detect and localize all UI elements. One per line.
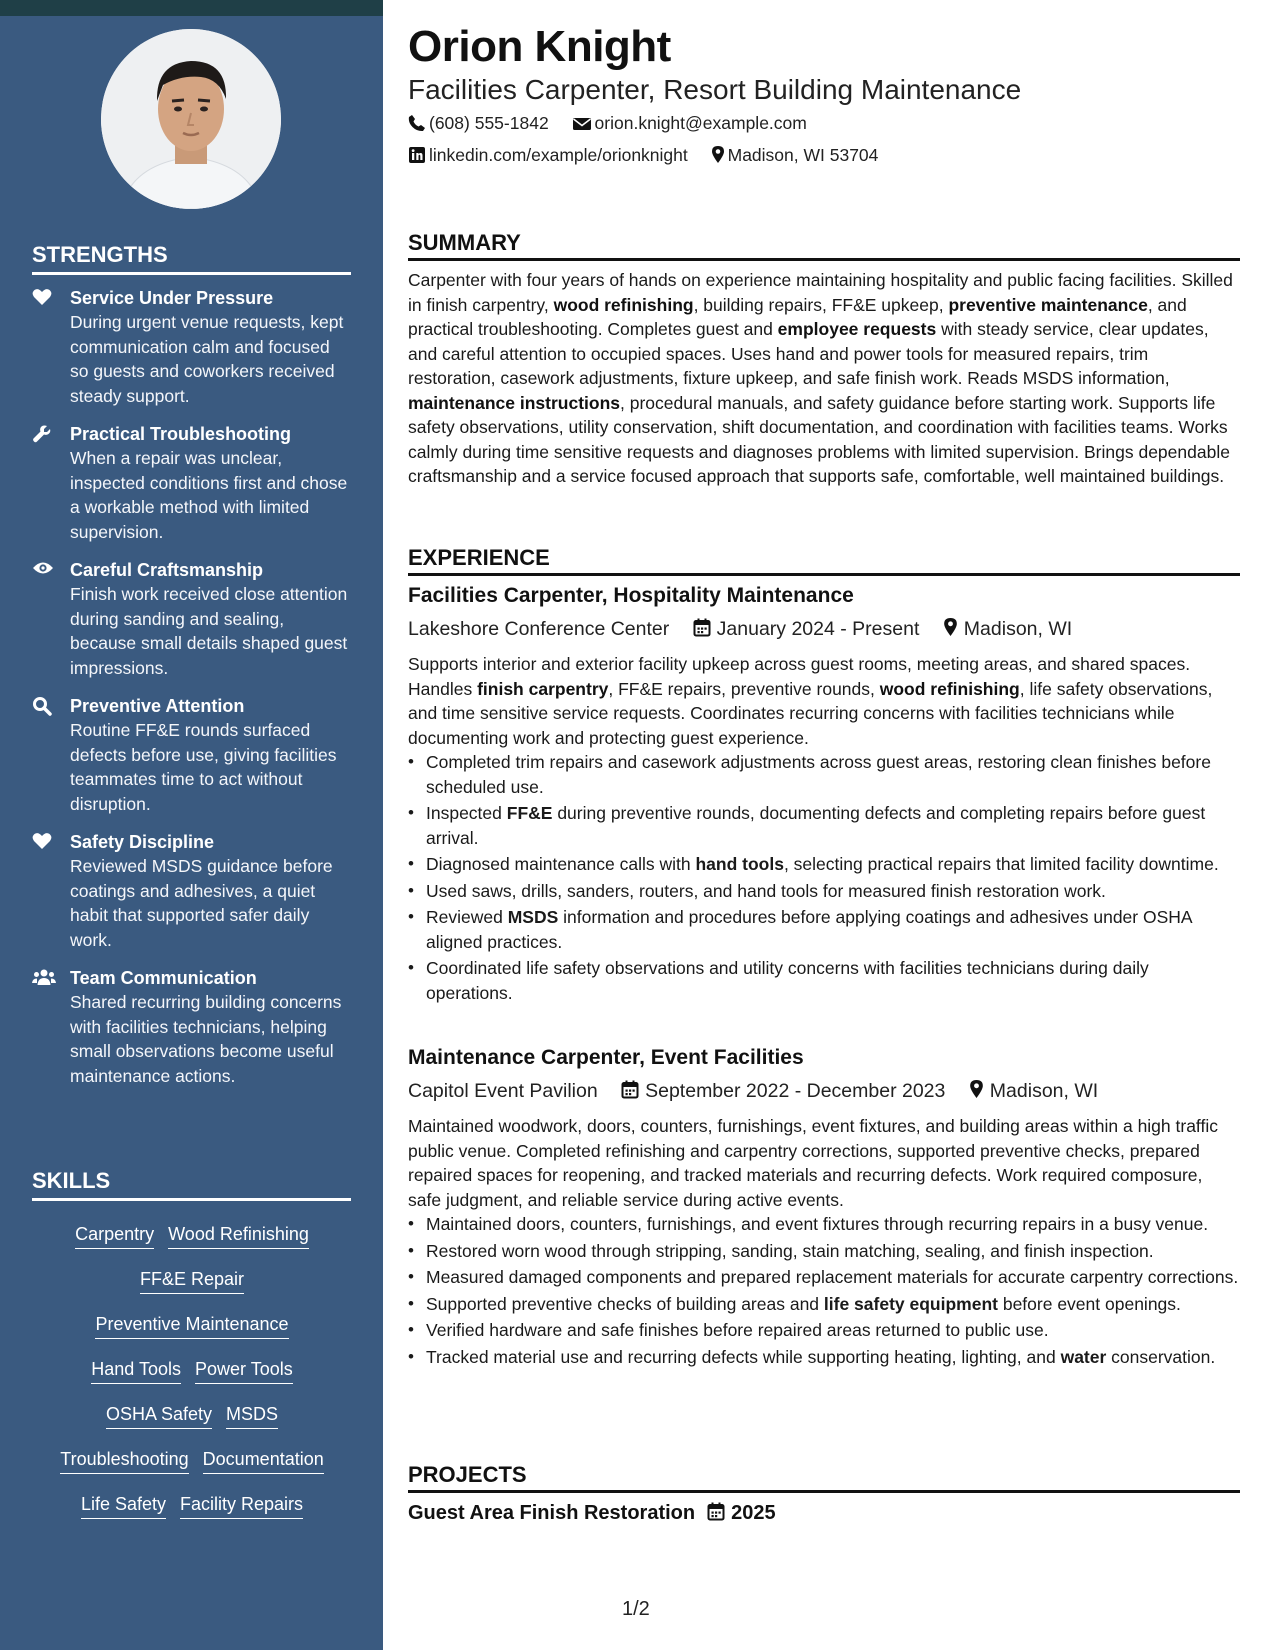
- phone-icon: [408, 114, 426, 132]
- strength-item: [32, 558, 352, 680]
- strength-title: Team Communication: [70, 968, 257, 988]
- users-icon: [32, 968, 54, 988]
- job-bullet: • Inspected FF&E during preventive rounds, documenting defects and completing repairs before guest arrival.: [408, 801, 1240, 850]
- job-dates: January 2024 - Present: [693, 618, 920, 641]
- job-location: Madison, WI: [943, 617, 1072, 641]
- location-text: Madison, WI 53704: [727, 145, 879, 165]
- heart-icon: [32, 288, 54, 308]
- experience-title: EXPERIENCE: [408, 545, 1240, 576]
- job-bullet: • Supported preventive checks of building areas and life safety equipment before event openings.: [408, 1292, 1240, 1317]
- contact-email[interactable]: [572, 113, 807, 134]
- strength-title: Safety Discipline: [70, 832, 215, 852]
- job-bullet: • Reviewed MSDS information and procedures before applying coatings and adhesives under OSHA aligned practices.: [408, 905, 1240, 954]
- job-meta: [408, 617, 1090, 641]
- map-pin-icon: [711, 145, 725, 164]
- job-bullet: • Coordinated life safety observations and utility concerns with facilities technicians during daily operations.: [408, 956, 1240, 1005]
- strength-title: Practical Troubleshooting: [70, 424, 292, 444]
- email-text: orion.knight@example.com: [594, 113, 807, 133]
- map-pin-icon: [969, 1079, 984, 1099]
- job-bullet: • Verified hardware and safe finishes before repaired areas returned to public use.: [408, 1318, 1240, 1343]
- project-year: 2025: [731, 1502, 776, 1524]
- job-location: Madison, WI: [969, 1079, 1098, 1103]
- eye-icon: [32, 560, 54, 580]
- strength-desc: Routine FF&E rounds surfaced defects before use, giving facilities teammates time to act without disruption.: [70, 720, 337, 814]
- job-bullet: • Restored worn wood through stripping, sanding, stain matching, sealing, and finish inspection.: [408, 1239, 1240, 1264]
- skill-row: [32, 1312, 352, 1357]
- sidebar: [0, 16, 383, 1650]
- skill-tag: OSHA Safety: [106, 1402, 212, 1429]
- skill-row: [32, 1402, 352, 1447]
- candidate-headline: Facilities Carpenter, Resort Building Maintenance: [408, 74, 1022, 105]
- job-dates: September 2022 - December 2023: [621, 1080, 945, 1103]
- calendar-icon: [707, 1502, 725, 1521]
- strength-desc: Shared recurring building concerns with facilities technicians, helping small observations become useful maintenance actions.: [70, 992, 342, 1086]
- contact-row: [408, 145, 896, 166]
- contact-location: [711, 145, 879, 166]
- strength-desc: Finish work received close attention during sanding and sealing, because small details shaped guest impressions.: [70, 584, 348, 678]
- job-title: Facilities Carpenter, Hospitality Maintenance: [408, 584, 854, 607]
- job-bullet: • Tracked material use and recurring defects while supporting heating, lighting, and water conservation.: [408, 1345, 1240, 1370]
- summary-text: Carpenter with four years of hands on experience maintaining hospitality and public facing facilities. Skilled in finish carpentry, wood refinishing, building repairs, FF&E upkeep, preventive maintenance, and practical troubleshooting. Completes guest and employee requests with steady service, clear updates, and careful attention to occupied spaces. Uses hand and power tools for measured repairs, trim restoration, casework adjustments, fixture upkeep, and safe finish work. Reads MSDS information, maintenance instructions, procedural manuals, and safety guidance before starting work. Supports life safety observations, utility conservation, shift documentation, and coordination with facilities teams. Works calmly during time sensitive requests and diagnoses problems with limited supervision. Brings dependable craftsmanship and a service focused approach that supports safe, comfortable, well maintained buildings.: [408, 270, 1233, 486]
- wrench-icon: [32, 424, 54, 444]
- strength-desc: During urgent venue requests, kept communication calm and focused so guests and coworkers received steady support.: [70, 312, 344, 406]
- strengths-list: [32, 286, 352, 1102]
- phone-text: (608) 555-1842: [429, 113, 549, 133]
- top-accent-bar: [0, 0, 383, 16]
- skill-tag: Facility Repairs: [180, 1492, 303, 1519]
- project-title: Guest Area Finish Restoration: [408, 1502, 696, 1524]
- calendar-icon: [621, 1080, 639, 1099]
- skill-tag: Hand Tools: [91, 1357, 181, 1384]
- strength-title: Service Under Pressure: [70, 288, 274, 308]
- skill-tag: Documentation: [203, 1447, 324, 1474]
- skill-tag: Carpentry: [75, 1222, 154, 1249]
- strength-item: [32, 694, 352, 816]
- linkedin-text: linkedin.com/example/orionknight: [429, 145, 688, 165]
- strength-desc: When a repair was unclear, inspected conditions first and chose a workable method with limited supervision.: [70, 448, 348, 542]
- summary-title: SUMMARY: [408, 230, 1240, 261]
- map-pin-icon: [943, 617, 958, 637]
- job-bullet: • Maintained doors, counters, furnishings, and event fixtures through recurring repairs in a busy venue.: [408, 1212, 1240, 1237]
- job-bullet: • Measured damaged components and prepared replacement materials for accurate carpentry corrections.: [408, 1265, 1240, 1290]
- job-bullet: • Completed trim repairs and casework adjustments across guest areas, restoring clean finishes before scheduled use.: [408, 750, 1240, 799]
- skill-row: [32, 1447, 352, 1492]
- contact-linkedin[interactable]: [408, 145, 688, 166]
- job-bullet: • Used saws, drills, sanders, routers, and hand tools for measured finish restoration work.: [408, 879, 1240, 904]
- skill-tag: Preventive Maintenance: [95, 1312, 288, 1339]
- project-item: [408, 1502, 776, 1525]
- job-bullets: [408, 1212, 1240, 1371]
- skills-title: SKILLS: [32, 1168, 351, 1201]
- page-number: 1/2: [622, 1598, 650, 1620]
- heart-icon: [32, 832, 54, 852]
- avatar: [101, 29, 281, 209]
- strength-desc: Reviewed MSDS guidance before coatings and adhesives, a quiet habit that supported safer daily work.: [70, 856, 333, 950]
- strength-item: [32, 422, 352, 544]
- strength-item: [32, 830, 352, 952]
- calendar-icon: [693, 618, 711, 637]
- skill-tag: MSDS: [226, 1402, 278, 1429]
- skill-tag: Power Tools: [195, 1357, 293, 1384]
- candidate-name: Orion Knight: [408, 22, 671, 71]
- strength-title: Preventive Attention: [70, 696, 245, 716]
- skill-tag: Life Safety: [81, 1492, 166, 1519]
- envelope-icon: [572, 116, 592, 132]
- strength-item: [32, 966, 352, 1088]
- skill-row: [32, 1267, 352, 1312]
- skill-tag: Troubleshooting: [60, 1447, 188, 1474]
- skill-tag: Wood Refinishing: [168, 1222, 309, 1249]
- job-description: Maintained woodwork, doors, counters, furnishings, event fixtures, and building areas within a high traffic public venue. Completed refinishing and carpentry corrections, supported preventive checks, prepared repaired spaces for reopening, and tracked materials and recurring defects. Work required composure, safe judgment, and reliable service during active events.: [408, 1116, 1218, 1210]
- search-icon: [32, 696, 54, 716]
- skill-row: [32, 1222, 352, 1267]
- contact-phone[interactable]: [408, 113, 549, 134]
- skills-list: [32, 1222, 352, 1537]
- job-description: Supports interior and exterior facility upkeep across guest rooms, meeting areas, and shared spaces. Handles finish carpentry, FF&E repairs, preventive rounds, wood refinishing, life safety observations, and time sensitive service requests. Coordinates recurring concerns with facilities technicians while documenting work and protecting guest experience.: [408, 654, 1213, 748]
- projects-title: PROJECTS: [408, 1462, 1240, 1493]
- strength-title: Careful Craftsmanship: [70, 560, 264, 580]
- strengths-title: STRENGTHS: [32, 242, 351, 275]
- job-title: Maintenance Carpenter, Event Facilities: [408, 1046, 804, 1069]
- linkedin-icon: [408, 146, 426, 164]
- skill-tag: FF&E Repair: [140, 1267, 244, 1294]
- strength-item: [32, 286, 352, 408]
- job-company: Capitol Event Pavilion: [408, 1080, 598, 1102]
- skill-row: [32, 1492, 352, 1537]
- skill-row: [32, 1357, 352, 1402]
- job-company: Lakeshore Conference Center: [408, 618, 670, 640]
- avatar-portrait: [101, 29, 281, 209]
- job-bullets: [408, 750, 1240, 1007]
- job-meta: [408, 1079, 1116, 1103]
- contact-row: [408, 113, 825, 134]
- job-bullet: • Diagnosed maintenance calls with hand tools, selecting practical repairs that limited facility downtime.: [408, 852, 1240, 877]
